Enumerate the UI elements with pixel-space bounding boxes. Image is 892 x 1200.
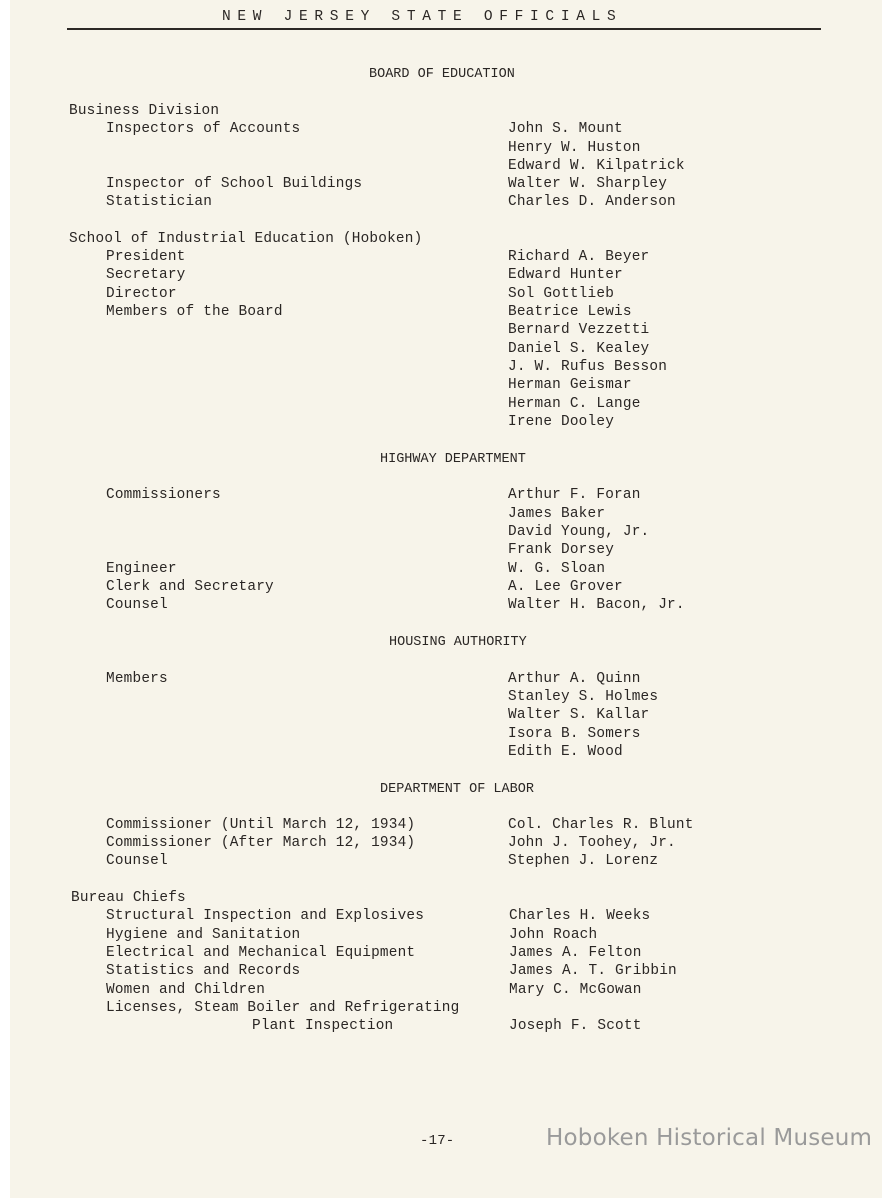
role-director: Director xyxy=(106,286,177,302)
name: Henry W. Huston xyxy=(508,140,641,156)
name: Stanley S. Holmes xyxy=(508,689,659,705)
role-statistics-and-records: Statistics and Records xyxy=(106,963,301,979)
name: Stephen J. Lorenz xyxy=(508,853,659,869)
name: Daniel S. Kealey xyxy=(508,341,650,357)
role-secretary: Secretary xyxy=(106,267,186,283)
role-electrical-and-mechanical: Electrical and Mechanical Equipment xyxy=(106,945,416,961)
role-counsel: Counsel xyxy=(106,597,168,613)
name: Edward Hunter xyxy=(508,267,623,283)
name: Richard A. Beyer xyxy=(508,249,650,265)
name: Isora B. Somers xyxy=(508,726,641,742)
name: Walter S. Kallar xyxy=(508,707,650,723)
role-inspector-of-school-buildings: Inspector of School Buildings xyxy=(106,176,363,192)
role-structural-inspection: Structural Inspection and Explosives xyxy=(106,908,425,924)
name: John S. Mount xyxy=(508,121,623,137)
section-heading-board-of-education: BOARD OF EDUCATION xyxy=(369,67,515,82)
name: James A. Felton xyxy=(509,945,642,961)
page-header: NEW JERSEY STATE OFFICIALS xyxy=(222,9,623,25)
name: Charles D. Anderson xyxy=(508,194,676,210)
name: Sol Gottlieb xyxy=(508,286,615,302)
name: Edward W. Kilpatrick xyxy=(508,158,685,174)
role-counsel: Counsel xyxy=(106,853,168,869)
role-school-of-industrial-education: School of Industrial Education (Hoboken) xyxy=(69,231,423,247)
role-members: Members xyxy=(106,671,168,687)
section-heading-department-of-labor: DEPARTMENT OF LABOR xyxy=(380,782,534,797)
name: W. G. Sloan xyxy=(508,561,606,577)
name: Bernard Vezzetti xyxy=(508,322,650,338)
name: Charles H. Weeks xyxy=(509,908,651,924)
role-members-of-the-board: Members of the Board xyxy=(106,304,283,320)
role-commissioner-until: Commissioner (Until March 12, 1934) xyxy=(106,817,416,833)
name: Mary C. McGowan xyxy=(509,982,642,998)
name: John Roach xyxy=(509,927,598,943)
name: J. W. Rufus Besson xyxy=(508,359,668,375)
role-engineer: Engineer xyxy=(106,561,177,577)
name: Arthur A. Quinn xyxy=(508,671,641,687)
name: A. Lee Grover xyxy=(508,579,623,595)
name: James A. T. Gribbin xyxy=(509,963,677,979)
role-plant-inspection: Plant Inspection xyxy=(252,1018,394,1034)
role-statistician: Statistician xyxy=(106,194,213,210)
name: Frank Dorsey xyxy=(508,542,615,558)
name: James Baker xyxy=(508,506,606,522)
name: Col. Charles R. Blunt xyxy=(508,817,694,833)
role-commissioners: Commissioners xyxy=(106,487,221,503)
section-heading-housing-authority: HOUSING AUTHORITY xyxy=(389,635,527,650)
role-licenses-steam-boiler: Licenses, Steam Boiler and Refrigerating xyxy=(106,1000,460,1016)
name: Walter W. Sharpley xyxy=(508,176,668,192)
name: Walter H. Bacon, Jr. xyxy=(508,597,685,613)
name: Joseph F. Scott xyxy=(509,1018,642,1034)
role-inspectors-of-accounts: Inspectors of Accounts xyxy=(106,121,301,137)
section-heading-highway-department: HIGHWAY DEPARTMENT xyxy=(380,452,526,467)
role-women-and-children: Women and Children xyxy=(106,982,266,998)
role-business-division: Business Division xyxy=(69,103,220,119)
watermark: Hoboken Historical Museum xyxy=(546,1125,873,1151)
name: David Young, Jr. xyxy=(508,524,650,540)
name: John J. Toohey, Jr. xyxy=(508,835,676,851)
name: Herman C. Lange xyxy=(508,396,641,412)
header-rule xyxy=(67,28,821,30)
name: Arthur F. Foran xyxy=(508,487,641,503)
page-number: -17- xyxy=(420,1133,455,1149)
role-bureau-chiefs: Bureau Chiefs xyxy=(71,890,186,906)
role-hygiene-and-sanitation: Hygiene and Sanitation xyxy=(106,927,301,943)
role-president: President xyxy=(106,249,186,265)
name: Edith E. Wood xyxy=(508,744,623,760)
role-clerk-and-secretary: Clerk and Secretary xyxy=(106,579,274,595)
name: Irene Dooley xyxy=(508,414,615,430)
name: Herman Geismar xyxy=(508,377,632,393)
role-commissioner-after: Commissioner (After March 12, 1934) xyxy=(106,835,416,851)
name: Beatrice Lewis xyxy=(508,304,632,320)
